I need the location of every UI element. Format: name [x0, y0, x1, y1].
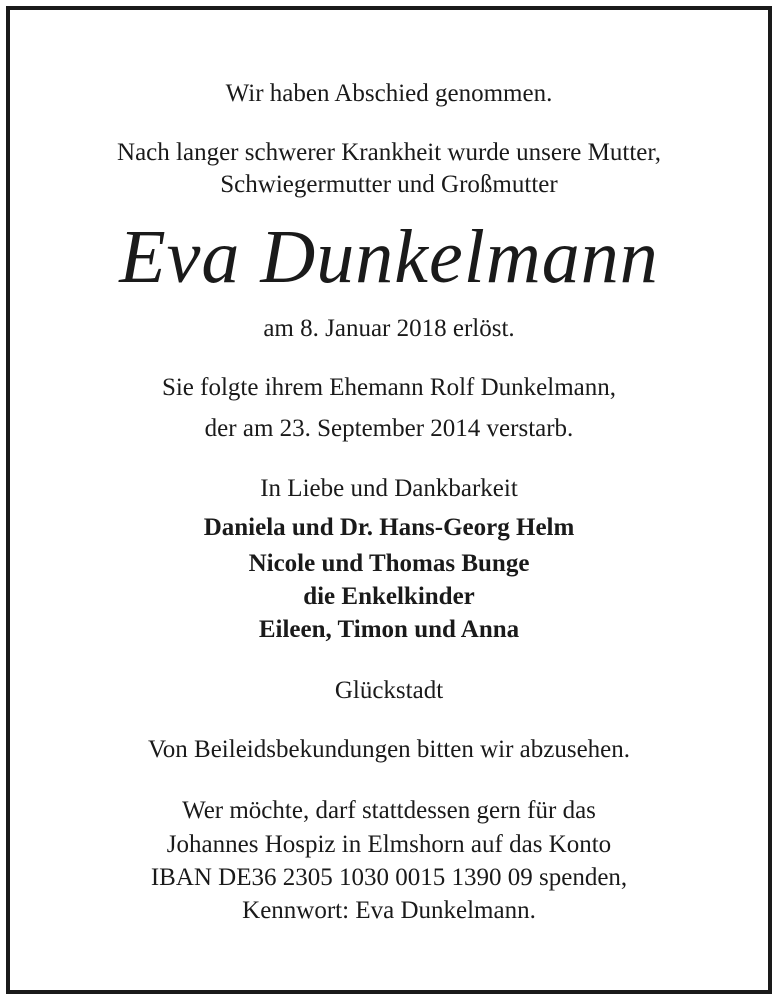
deceased-name: Eva Dunkelmann — [119, 215, 659, 299]
donation-line: Kennwort: Eva Dunkelmann. — [242, 897, 536, 924]
death-date-line: am 8. Januar 2018 erlöst. — [263, 315, 515, 342]
place-text: Glückstadt — [334, 677, 444, 704]
spouse-line-2: der am 23. September 2014 verstarb. — [204, 415, 574, 442]
condolence-note: Von Beileidsbekundungen bitten wir abzusehen. — [147, 736, 631, 763]
donation-line: IBAN DE36 2305 1030 0015 1390 09 spenden, — [150, 864, 628, 891]
mourner-line: Daniela und Dr. Hans-Georg Helm — [203, 514, 575, 541]
closing-text: In Liebe und Dankbarkeit — [260, 475, 518, 502]
mourner-line: Eileen, Timon und Anna — [258, 616, 520, 643]
spouse-line-1: Sie folgte ihrem Ehemann Rolf Dunkelmann, — [161, 374, 617, 401]
donation-line: Johannes Hospiz in Elmshorn auf das Konto — [166, 831, 612, 858]
mourner-line: Nicole und Thomas Bunge — [248, 550, 530, 577]
mourner-line: die Enkelkinder — [303, 583, 475, 610]
donation-line: Wer möchte, darf stattdessen gern für das — [182, 797, 596, 824]
intro-text: Wir haben Abschied genommen. — [225, 80, 553, 107]
announcement-line-1: Nach langer schwerer Krankheit wurde unsere Mutter, — [117, 139, 661, 166]
announcement-line-2: Schwiegermutter und Großmutter — [220, 171, 558, 198]
